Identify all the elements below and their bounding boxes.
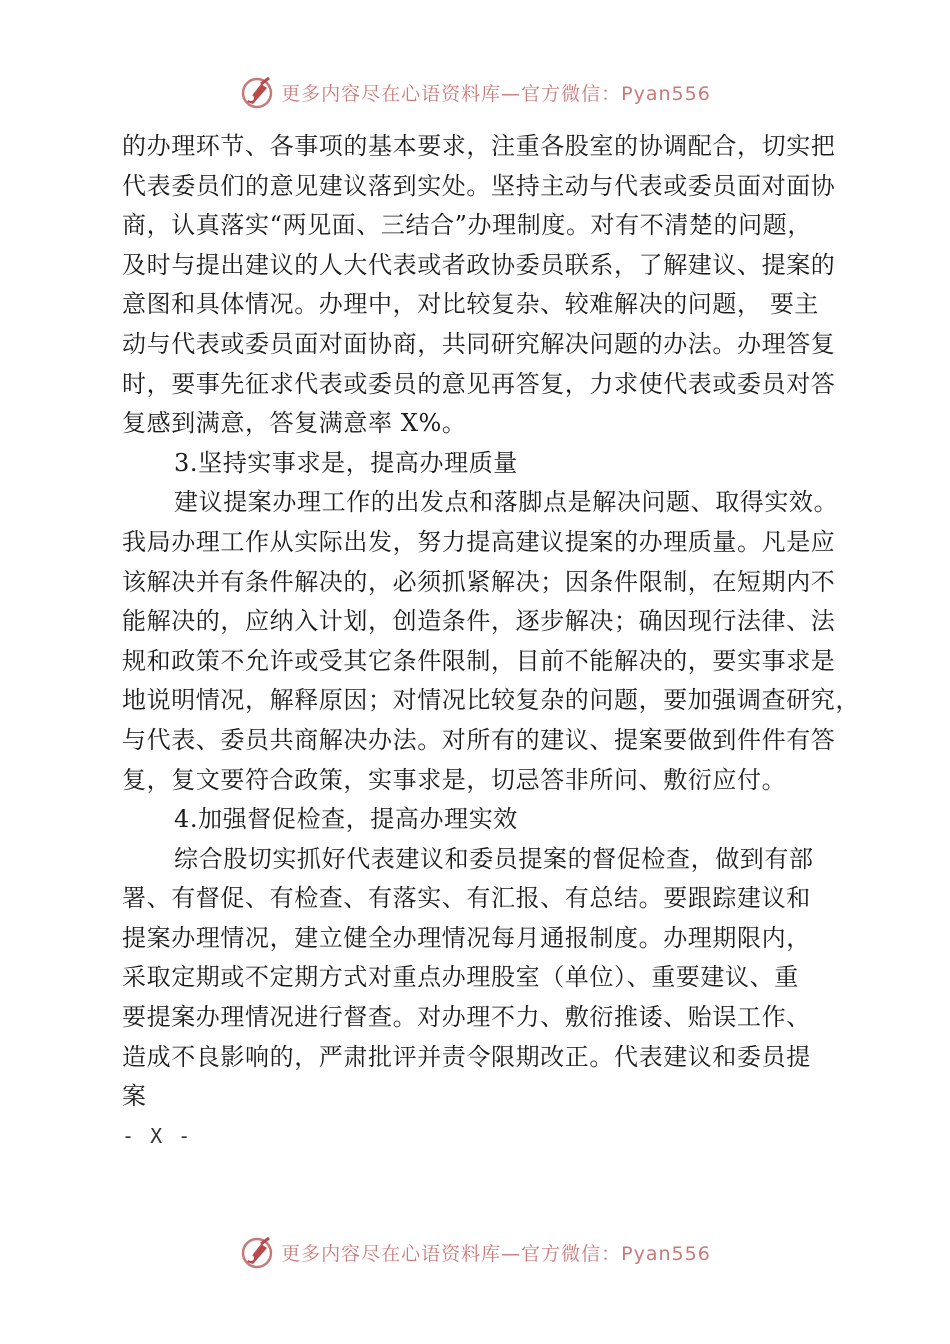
body-line: 代表委员们的意见建议落到实处。坚持主动与代表或委员面对面协: [122, 171, 836, 200]
document-body: [122, 127, 862, 1117]
body-line: 要提案办理情况进行督查。对办理不力、敷衍推诿、贻误工作、: [122, 1003, 811, 1032]
section-heading: 4.加强督促检查，提高办理实效: [174, 805, 518, 834]
pen-nib-circle-icon: [239, 74, 275, 110]
body-line: 规和政策不允许或受其它条件限制，目前不能解决的，要实事求是: [122, 646, 836, 675]
body-line: 案: [122, 1082, 147, 1111]
body-line: 该解决并有条件解决的，必须抓紧解决；因条件限制，在短期内不: [122, 567, 836, 596]
body-line: 能解决的，应纳入计划，创造条件，逐步解决；确因现行法律、法: [122, 607, 836, 636]
body-line: 提案办理情况，建立健全办理情况每月通报制度。办理期限内，: [122, 923, 811, 952]
page-number: - X -: [122, 1124, 193, 1148]
section-heading: 3.坚持实事求是，提高办理质量: [174, 448, 518, 477]
watermark-text: 更多内容尽在心语资料库—官方微信：Pyan556: [281, 1242, 711, 1265]
body-line: 意图和具体情况。办理中，对比较复杂、较难解决的问题， 要主: [122, 290, 820, 319]
watermark-text: 更多内容尽在心语资料库—官方微信：Pyan556: [281, 82, 711, 105]
body-line: 我局办理工作从实际出发，努力提高建议提案的办理质量。凡是应: [122, 527, 836, 556]
footer-watermark: [0, 1232, 950, 1272]
body-line: 时，要事先征求代表或委员的意见再答复，力求使代表或委员对答: [122, 369, 836, 398]
body-line: 地说明情况，解释原因；对情况比较复杂的问题，要加强调查研究，: [122, 686, 860, 715]
pen-nib-circle-icon: [239, 1234, 275, 1270]
body-line: 复，复文要符合政策，实事求是，切忌答非所问、敷衍应付。: [122, 765, 787, 794]
body-line: 商，认真落实“两见面、三结合”办理制度。对有不清楚的问题，: [122, 211, 812, 240]
paragraph-first-line: 综合股切实抓好代表建议和委员提案的督促检查，做到有部: [174, 844, 814, 873]
body-line: 的办理环节、各事项的基本要求，注重各股室的协调配合，切实把: [122, 132, 836, 160]
paragraph-first-line: 建议提案办理工作的出发点和落脚点是解决问题、取得实效。: [174, 488, 839, 517]
header-watermark: [0, 72, 950, 112]
body-line: 与代表、委员共商解决办法。对所有的建议、提案要做到件件有答: [122, 725, 836, 754]
body-line: 动与代表或委员面对面协商，共同研究解决问题的办法。办理答复: [122, 329, 836, 358]
body-line: 署、有督促、有检查、有落实、有汇报、有总结。要跟踪建议和: [122, 884, 811, 913]
body-line: 造成不良影响的，严肃批评并责令限期改正。代表建议和委员提: [122, 1042, 811, 1071]
body-line: 及时与提出建议的人大代表或者政协委员联系，了解建议、提案的: [122, 250, 836, 279]
body-line: 采取定期或不定期方式对重点办理股室（单位）、重要建议、重: [122, 963, 799, 992]
body-line: 复感到满意，答复满意率 X%。: [122, 409, 467, 438]
